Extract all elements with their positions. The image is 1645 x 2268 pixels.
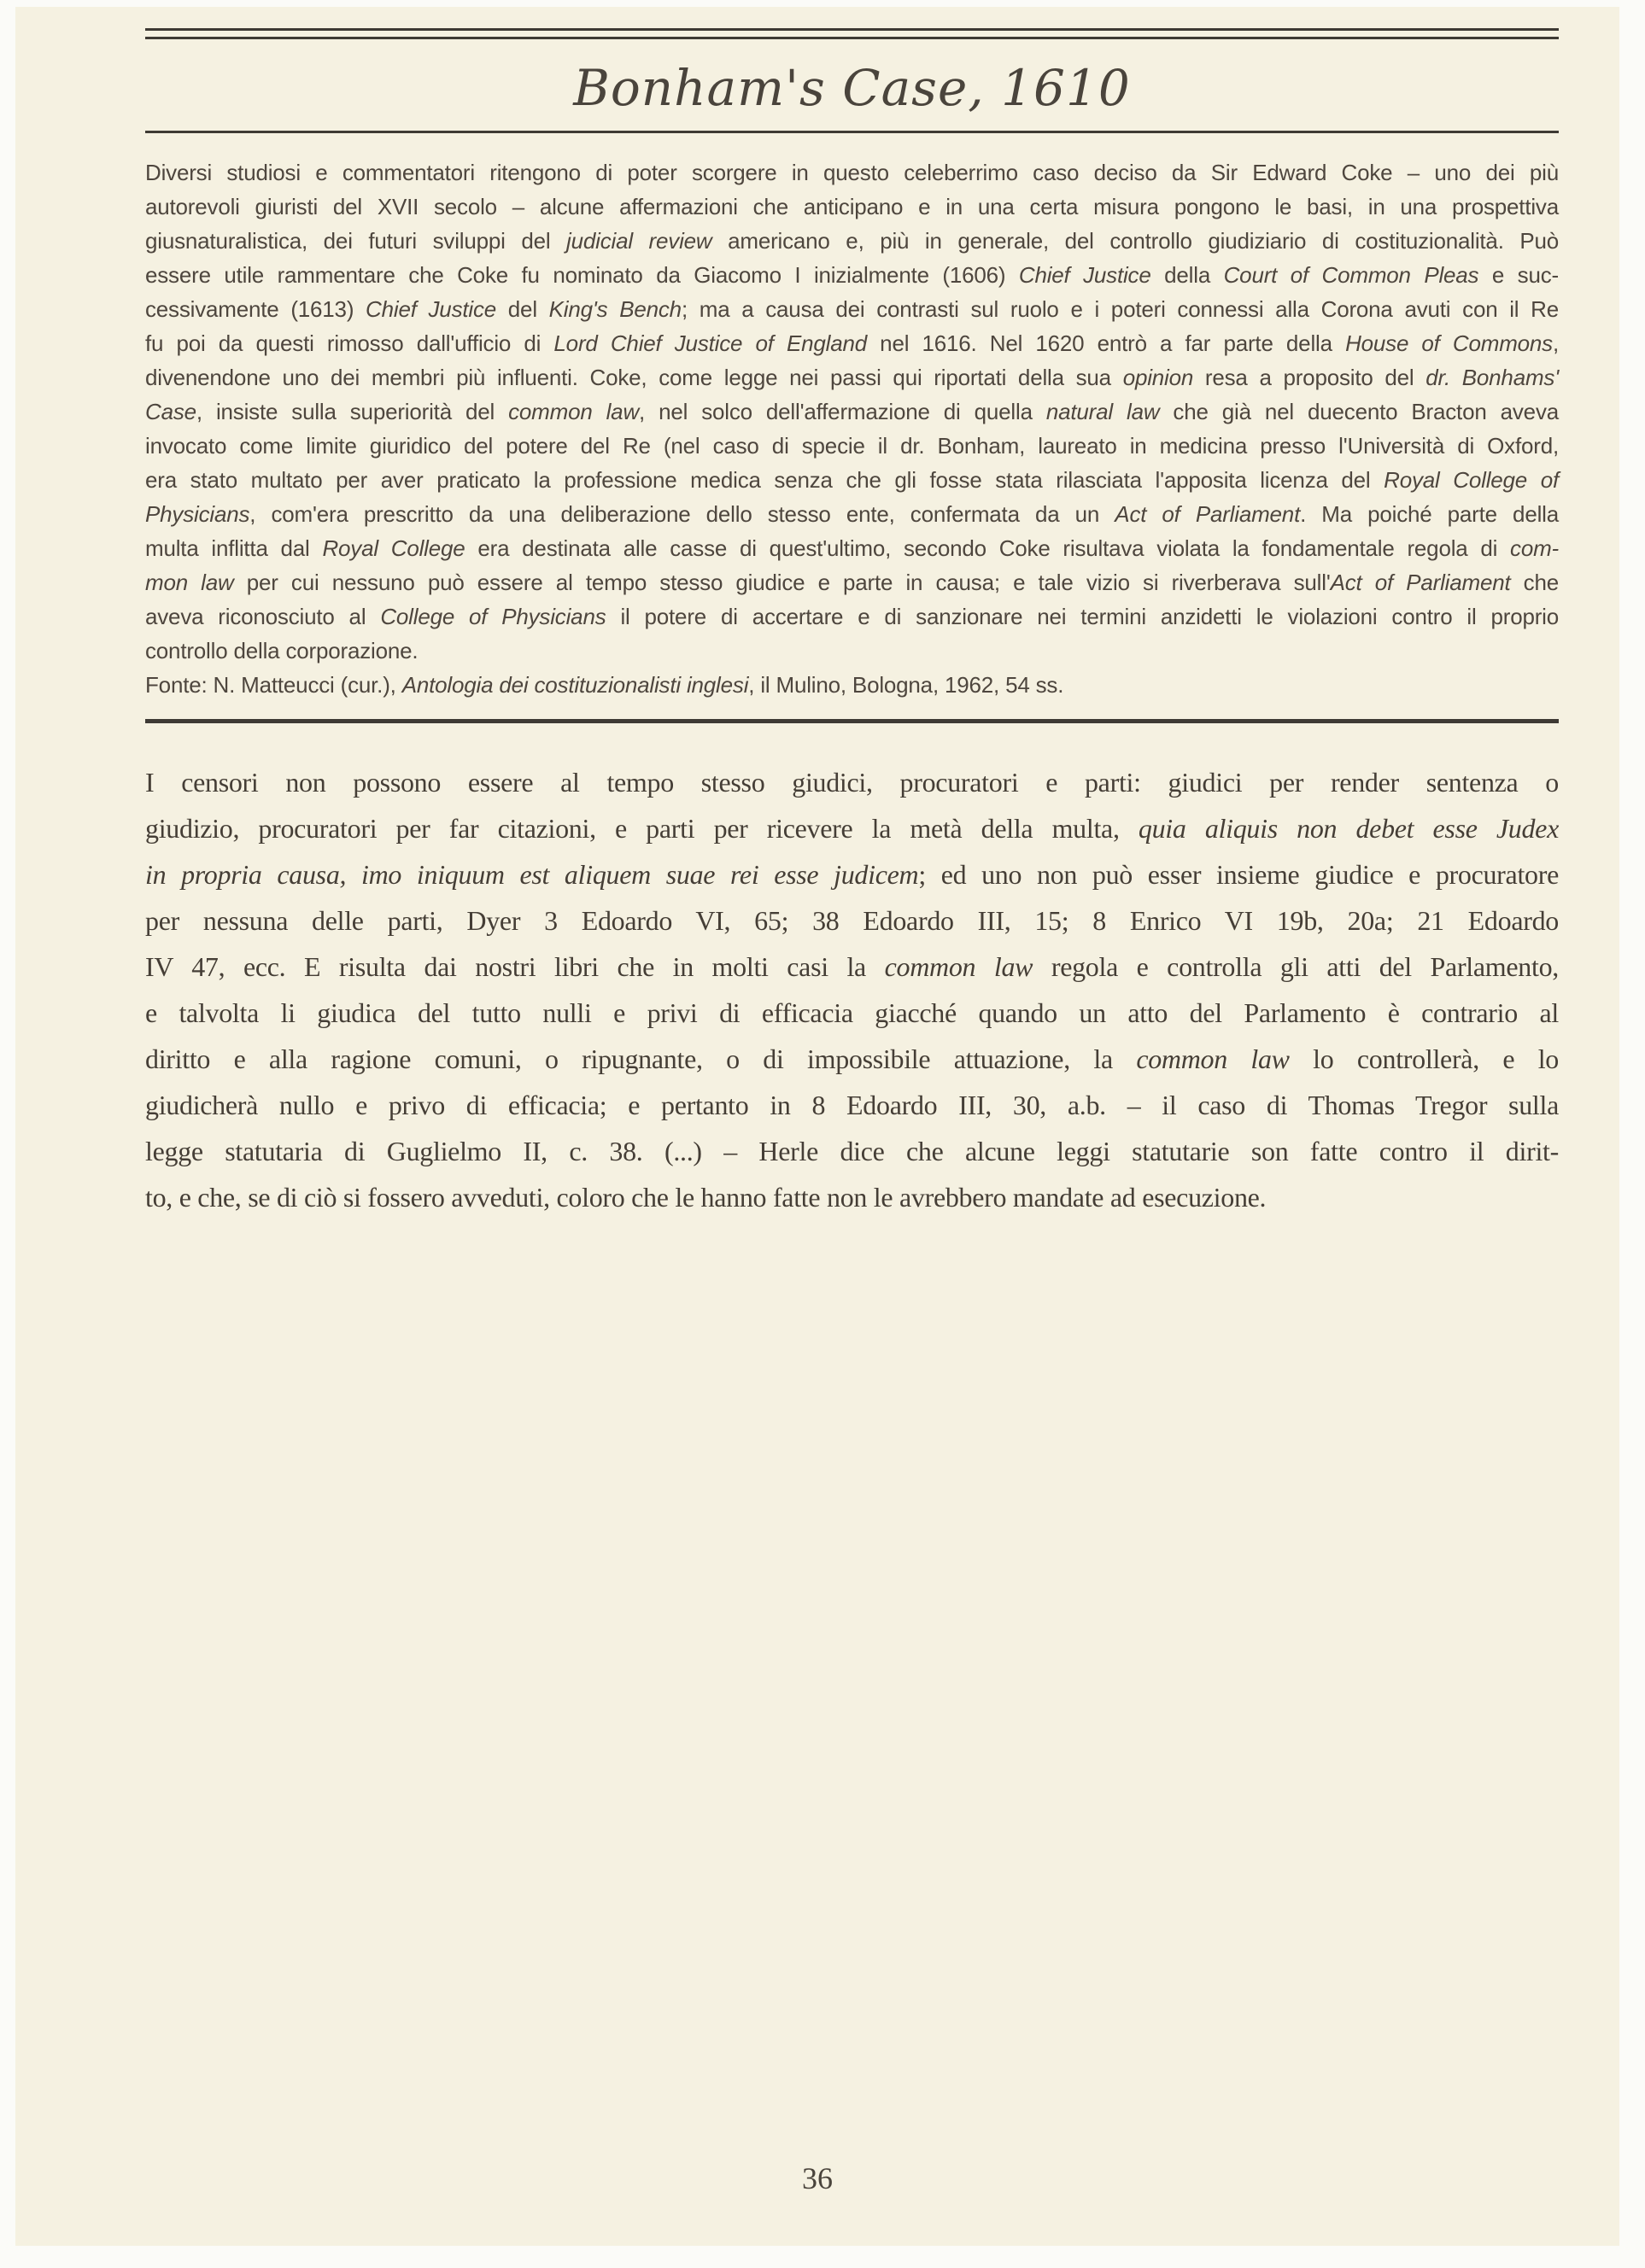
- italic-text-segment: Royal College of: [1384, 466, 1559, 493]
- text-segment: multa inflitta dal: [145, 535, 323, 561]
- text-segment: autorevoli giuristi del XVII secolo – alcune affermazioni che anticipano e in una certa misura pongono le basi, in una prospettiva: [145, 193, 1559, 219]
- text-segment: per cui nessuno può essere al tempo stesso giudice e parte in causa; e tale vizio si riverberava sull': [233, 569, 1331, 595]
- italic-text-segment: judicial review: [566, 227, 712, 254]
- text-segment: il potere di accertare e di sanzionare nei termini anzidetti le violazioni contro il proprio: [606, 603, 1560, 629]
- italic-text-segment: Chief Justice: [366, 295, 497, 322]
- text-segment: del: [496, 295, 549, 322]
- text-segment: ; ed uno non può esser insieme giudice e procuratore: [918, 858, 1559, 890]
- text-segment: per nessuna delle parti, Dyer 3 Edoardo VI, 65; 38 Edoardo III, 15; 8 Enrico VI 19b, 20a; 21 Edoardo: [145, 904, 1559, 936]
- page-number: 36: [802, 2161, 833, 2195]
- text-segment: che già nel duecento Bracton aveva: [1159, 398, 1560, 424]
- text-segment: ; ma a causa dei contrasti sul ruolo e i poteri connessi alla Corona avuti con il Re: [681, 295, 1559, 322]
- text-segment: della: [1150, 261, 1224, 288]
- text-segment: e talvolta li giudica del tutto nulli e privi di efficacia giacché quando un atto del Parlamento è contrario al: [145, 997, 1559, 1028]
- header-double-rule: [145, 28, 1559, 39]
- text-segment: . Ma poiché parte della: [1300, 500, 1559, 527]
- text-segment: diritto e alla ragione comuni, o ripugnante, o di impossibile attuazione, la: [145, 1043, 1137, 1074]
- text-segment: lo controllerà, e lo: [1289, 1043, 1559, 1074]
- text-segment: I censori non possono essere al tempo stesso giudici, procuratori e parti: giudici per render sentenza o: [145, 766, 1559, 798]
- italic-text-segment: common law: [884, 950, 1033, 982]
- text-segment: americano e, più in generale, del controllo giudiziario di costituzionalità. Può: [711, 227, 1559, 254]
- text-line: [145, 759, 1559, 805]
- italic-text-segment: Act of Parliament: [1330, 569, 1511, 595]
- book-page: [15, 7, 1619, 2246]
- section-divider-rule: [145, 719, 1559, 723]
- italic-text-segment: Royal College: [322, 535, 465, 561]
- italic-text-segment: Act of Parliament: [1115, 500, 1301, 527]
- text-line: [145, 1128, 1559, 1174]
- italic-text-segment: Antologia dei costituzionalisti inglesi: [401, 671, 749, 698]
- text-segment: , nel solco dell'affermazione di quella: [639, 398, 1046, 424]
- text-segment: divenendone uno dei membri più influenti. Coke, come legge nei passi qui riportati della sua: [145, 364, 1123, 390]
- text-segment: aveva riconosciuto al: [145, 603, 381, 629]
- text-segment: essere utile rammentare che Coke fu nominato da Giacomo I inizialmente (1606): [145, 261, 1019, 288]
- italic-text-segment: Case: [145, 398, 196, 424]
- text-line: [145, 805, 1559, 851]
- text-line: [145, 944, 1559, 990]
- italic-text-segment: mon law: [145, 569, 234, 595]
- text-segment: giudicherà nullo e privo di efficacia; e pertanto in 8 Edoardo III, 30, a.b. – il caso di Thomas Tregor sulla: [145, 1089, 1559, 1120]
- text-line: [145, 497, 1559, 531]
- text-segment: fu poi da questi rimosso dall'ufficio di: [145, 330, 554, 356]
- text-line: [145, 429, 1559, 463]
- text-line: [145, 360, 1559, 395]
- text-segment: , insiste sulla superiorità del: [196, 398, 509, 424]
- italic-text-segment: King's Bench: [548, 295, 682, 322]
- text-line: [145, 292, 1559, 326]
- text-line: [145, 155, 1559, 190]
- text-segment: cessivamente (1613): [145, 295, 366, 322]
- italic-text-segment: com-: [1510, 535, 1560, 561]
- text-segment: controllo della corporazione.: [145, 637, 419, 663]
- text-line: [145, 463, 1559, 497]
- text-line: [145, 668, 1559, 702]
- italic-text-segment: Physicians: [145, 500, 250, 527]
- italic-text-segment: quia aliquis non debet esse Judex: [1138, 812, 1559, 844]
- italic-text-segment: natural law: [1045, 398, 1160, 424]
- text-segment: era destinata alle casse di quest'ultimo, secondo Coke risultava violata la fondamentale regola di: [465, 535, 1511, 561]
- page-title: Bonham's Case, 1610: [573, 59, 1131, 117]
- text-segment: legge statutaria di Guglielmo II, c. 38. (...) – Herle dice che alcune leggi statutarie son fatte contro il dirit-: [145, 1135, 1559, 1166]
- title-rule: [145, 131, 1559, 133]
- italic-text-segment: common law: [508, 398, 640, 424]
- text-segment: che: [1510, 569, 1559, 595]
- text-segment: giudizio, procuratori per far citazioni, e parti per ricevere la metà della multa,: [145, 812, 1139, 844]
- text-line: [145, 224, 1559, 258]
- text-line: [145, 531, 1559, 565]
- italic-text-segment: Lord Chief Justice of England: [553, 330, 867, 356]
- text-line: [145, 1082, 1559, 1128]
- italic-text-segment: Court of Common Pleas: [1223, 261, 1479, 288]
- intro-paragraph: [145, 155, 1559, 702]
- text-segment: , il Mulino, Bologna, 1962, 54 ss.: [748, 671, 1064, 698]
- text-segment: era stato multato per aver praticato la professione medica senza che gli fosse stata rilasciata l'apposita licenza del: [145, 466, 1384, 493]
- italic-text-segment: opinion: [1122, 364, 1194, 390]
- text-line: [145, 851, 1559, 897]
- text-line: [145, 634, 1559, 668]
- italic-text-segment: Chief Justice: [1018, 261, 1151, 288]
- text-segment: , com'era prescritto da una deliberazione dello stesso ente, confermata da un: [249, 500, 1115, 527]
- text-line: [145, 326, 1559, 360]
- text-line: [145, 897, 1559, 944]
- text-line: [145, 599, 1559, 634]
- italic-text-segment: dr. Bonhams': [1425, 364, 1559, 390]
- text-segment: invocato come limite giuridico del potere del Re (nel caso di specie il dr. Bonham, laureato in medicina presso l'Università di Oxford,: [145, 432, 1559, 459]
- text-line: [145, 395, 1559, 429]
- page-content: [145, 28, 1559, 1220]
- text-segment: Fonte: N. Matteucci (cur.),: [145, 671, 402, 698]
- text-line: [145, 1174, 1559, 1220]
- text-segment: IV 47, ecc. E risulta dai nostri libri che in molti casi la: [145, 950, 885, 982]
- italic-text-segment: in propria causa, imo iniquum est aliquem suae rei esse judicem: [145, 858, 919, 890]
- text-line: [145, 990, 1559, 1036]
- body-text: [145, 759, 1559, 1220]
- text-segment: nel 1616. Nel 1620 entrò a far parte della: [866, 330, 1346, 356]
- text-segment: e suc-: [1478, 261, 1559, 288]
- italic-text-segment: House of Commons: [1345, 330, 1553, 356]
- text-line: [145, 258, 1559, 292]
- italic-text-segment: College of Physicians: [380, 603, 606, 629]
- text-segment: regola e controlla gli atti del Parlamento,: [1033, 950, 1559, 982]
- text-segment: giusnaturalistica, dei futuri sviluppi del: [145, 227, 567, 254]
- text-line: [145, 1036, 1559, 1082]
- text-line: [145, 190, 1559, 224]
- text-segment: ,: [1552, 330, 1560, 356]
- text-segment: to, e che, se di ciò si fossero avveduti, coloro che le hanno fatte non le avrebbero mandate ad esecuzione.: [145, 1181, 1267, 1213]
- italic-text-segment: common law: [1136, 1043, 1290, 1074]
- text-line: [145, 565, 1559, 599]
- text-segment: resa a proposito del: [1193, 364, 1426, 390]
- text-segment: Diversi studiosi e commentatori ritengono di poter scorgere in questo celeberrimo caso deciso da Sir Edward Coke – uno dei più: [145, 159, 1559, 185]
